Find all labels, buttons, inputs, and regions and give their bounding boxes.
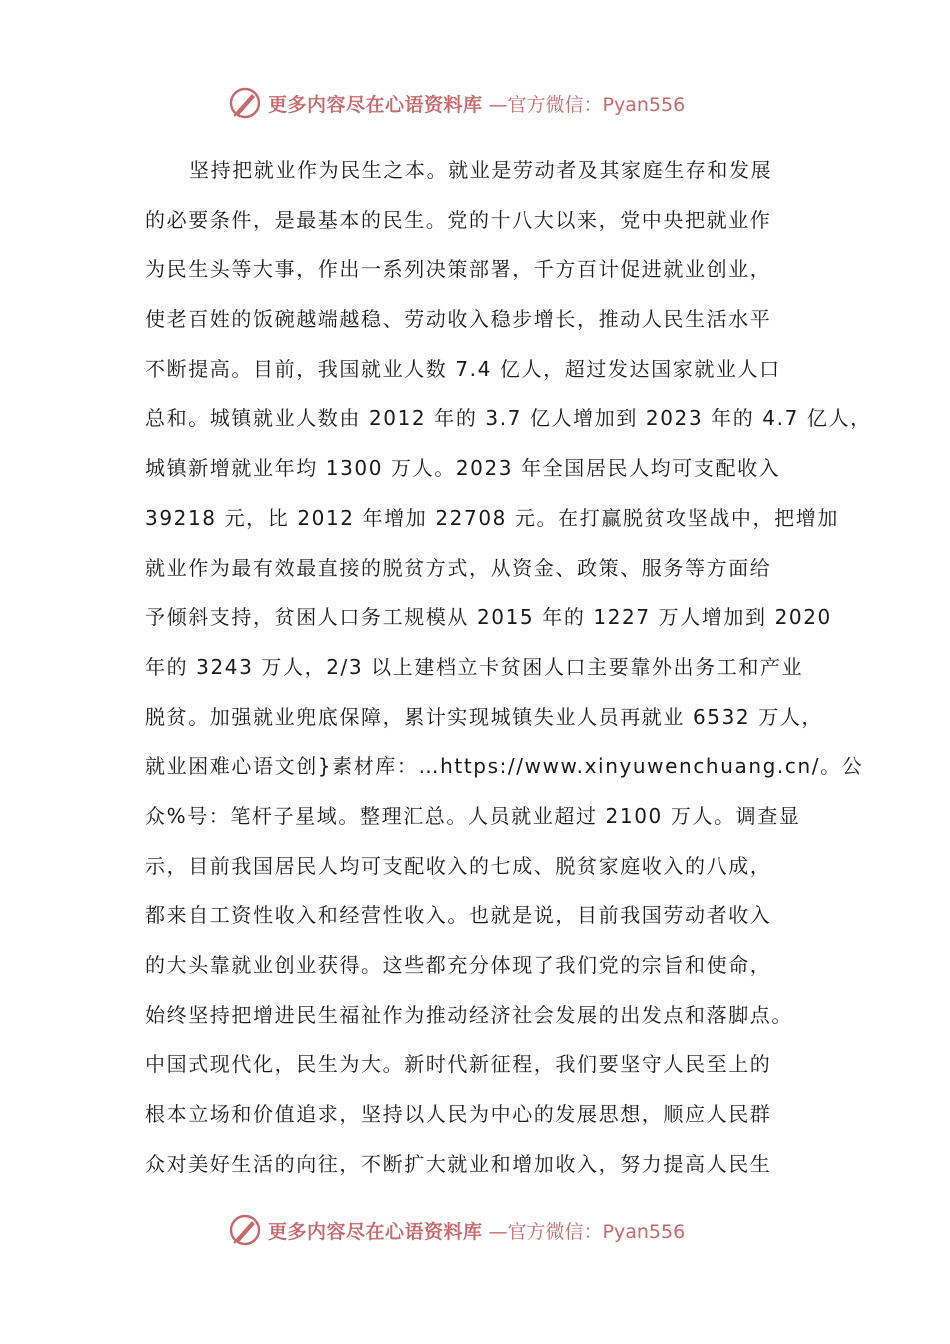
text-line: 为民生头等大事，作出一系列决策部署，千方百计促进就业创业， [145, 257, 772, 282]
text-line: 总和。城镇就业人数由 2012 年的 3.7 亿人增加到 2023 年的 4.7 亿人， [145, 406, 872, 431]
text-line: 的大头靠就业创业获得。这些都充分体现了我们党的宗旨和使命， [145, 953, 772, 977]
banner-title: 更多内容尽在心语资料库 [268, 93, 483, 116]
text-line: 的必要条件，是最基本的民生。党的十八大以来，党中央把就业作 [145, 207, 772, 232]
footer-title: 更多内容尽在心语资料库 [268, 1220, 483, 1243]
text-line: 39218 元，比 2012 年增加 22708 元。在打赢脱贫攻坚战中，把增加 [145, 505, 839, 530]
footer-banner [228, 1210, 685, 1250]
text-line: 众%号：笔杆子星域。整理汇总。人员就业超过 2100 万人。调查显 [145, 803, 801, 828]
text-line: 不断提高。目前，我国就业人数 7.4 亿人，超过发达国家就业人口 [145, 356, 781, 381]
text-line: 中国式现代化，民生为大。新时代新征程，我们要坚守人民至上的 [145, 1052, 772, 1077]
text-line: 根本立场和价值追求，坚持以人民为中心的发展思想，顺应人民群 [145, 1102, 772, 1127]
text-line: 脱贫。加强就业兜底保障，累计实现城镇失业人员再就业 6532 万人， [145, 704, 824, 729]
header-banner [228, 83, 685, 123]
article-body [145, 146, 872, 1189]
text-line: 城镇新增就业年均 1300 万人。2023 年全国居民人均可支配收入 [145, 456, 781, 481]
text-line: 众对美好生活的向往，不断扩大就业和增加收入，努力提高人民生 [145, 1151, 772, 1176]
text-line: 就业作为最有效最直接的脱贫方式，从资金、政策、服务等方面给 [145, 555, 772, 580]
text-line: 坚持把就业作为民生之本。就业是劳动者及其家庭生存和发展 [189, 158, 773, 182]
quill-logo-icon [228, 1213, 262, 1247]
text-line: 示，目前我国居民人均可支配收入的七成、脱贫家庭收入的八成， [145, 853, 772, 878]
text-line: 都来自工资性收入和经营性收入。也就是说，目前我国劳动者收入 [145, 903, 772, 928]
quill-logo-icon [228, 86, 262, 120]
banner-wechat: —官方微信：Pyan556 [488, 93, 686, 116]
footer-wechat: —官方微信：Pyan556 [488, 1220, 686, 1243]
text-line: 年的 3243 万人，2/3 以上建档立卡贫困人口主要靠外出务工和产业 [145, 654, 804, 679]
text-line: 使老百姓的饭碗越端越稳、劳动收入稳步增长，推动人民生活水平 [145, 307, 772, 332]
text-line: 就业困难心语文创}素材库：…https://www.xinyuwenchuang.cn/。公 [145, 754, 864, 779]
text-line: 予倾斜支持，贫困人口务工规模从 2015 年的 1227 万人增加到 2020 [145, 605, 832, 630]
text-line: 始终坚持把增进民生福祉作为推动经济社会发展的出发点和落脚点。 [145, 1002, 793, 1027]
